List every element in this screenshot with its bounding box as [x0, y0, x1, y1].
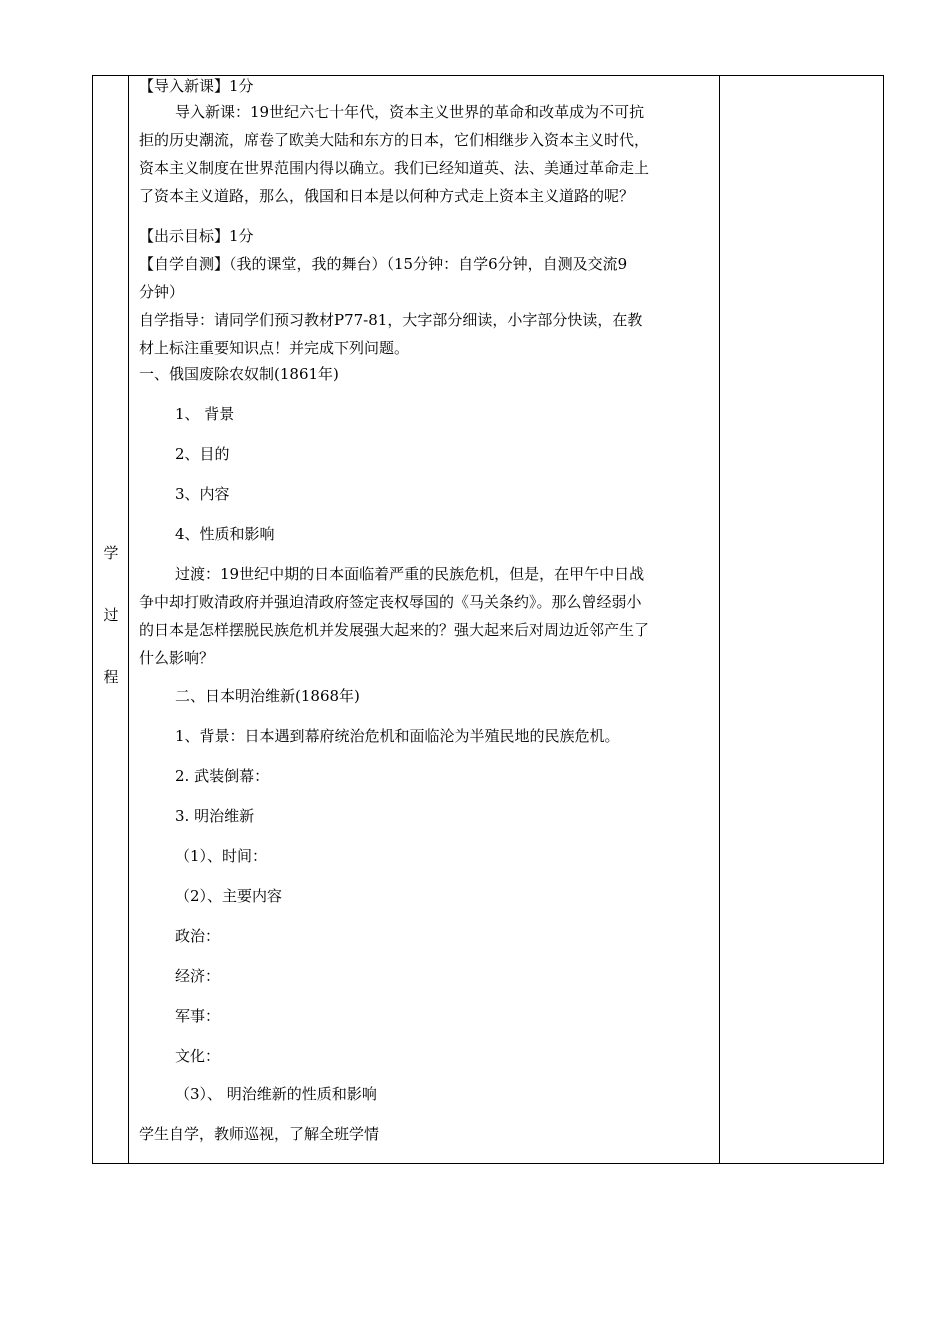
- section-heading: 【出示目标】1分: [139, 227, 254, 245]
- outline-item: （2）、主要内容: [175, 887, 283, 905]
- outline-item: 军事：: [175, 1007, 221, 1025]
- side-label-char: 过: [103, 606, 119, 624]
- topic-heading: 二、日本明治维新(1868年): [175, 687, 360, 705]
- right-notes-column: [719, 76, 883, 1163]
- paragraph-line: 材上标注重要知识点！并完成下列问题。: [139, 339, 410, 357]
- paragraph-line: 分钟）: [139, 283, 185, 301]
- outline-item: 经济：: [175, 967, 221, 985]
- paragraph-line: 资本主义制度在世界范围内得以确立。我们已经知道英、法、美通过革命走上: [139, 159, 650, 177]
- side-label-char: 学: [103, 544, 119, 562]
- outline-item: （3）、 明治维新的性质和影响: [175, 1085, 377, 1103]
- paragraph-line: 拒的历史潮流，席卷了欧美大陆和东方的日本，它们相继步入资本主义时代，: [139, 131, 650, 149]
- outline-item: 1、 背景: [175, 405, 235, 423]
- paragraph-line: 的日本是怎样摆脱民族危机并发展强大起来的？强大起来后对周边近邻产生了: [139, 621, 650, 639]
- paragraph-line: 自学指导：请同学们预习教材P77-81，大字部分细读，小字部分快读，在教: [139, 311, 643, 329]
- left-label-column: [93, 76, 129, 1163]
- paragraph-line: 学生自学，教师巡视，了解全班学情: [139, 1125, 380, 1143]
- paragraph-line: 争中却打败清政府并强迫清政府签定丧权辱国的《马关条约》。那么曾经弱小: [139, 593, 642, 611]
- lesson-table: [92, 75, 884, 1164]
- outline-item: 文化：: [175, 1047, 221, 1065]
- outline-item: （1）、时间：: [175, 847, 268, 865]
- section-heading: 【自学自测】（我的课堂，我的舞台）（15分钟：自学6分钟，自测及交流9: [139, 255, 628, 273]
- paragraph-line: 了资本主义道路，那么，俄国和日本是以何种方式走上资本主义道路的呢？: [139, 187, 635, 205]
- section-heading: 【导入新课】1分: [139, 77, 254, 95]
- outline-item: 2、目的: [175, 445, 230, 463]
- outline-item: 1、背景：日本遇到幕府统治危机和面临沦为半殖民地的民族危机。: [175, 727, 620, 745]
- paragraph-line: 什么影响？: [139, 649, 215, 667]
- outline-item: 3. 明治维新: [175, 807, 255, 825]
- outline-item: 政治：: [175, 927, 221, 945]
- topic-heading: 一、俄国废除农奴制(1861年): [139, 365, 339, 383]
- side-label-char: 程: [103, 668, 119, 686]
- outline-item: 4、性质和影响: [175, 525, 275, 543]
- outline-item: 3、内容: [175, 485, 230, 503]
- paragraph-line: 导入新课：19世纪六七十年代，资本主义世界的革命和改革成为不可抗: [175, 103, 645, 121]
- paragraph-line: 过渡：19世纪中期的日本面临着严重的民族危机，但是，在甲午中日战: [175, 565, 645, 583]
- outline-item: 2. 武装倒幕：: [175, 767, 270, 785]
